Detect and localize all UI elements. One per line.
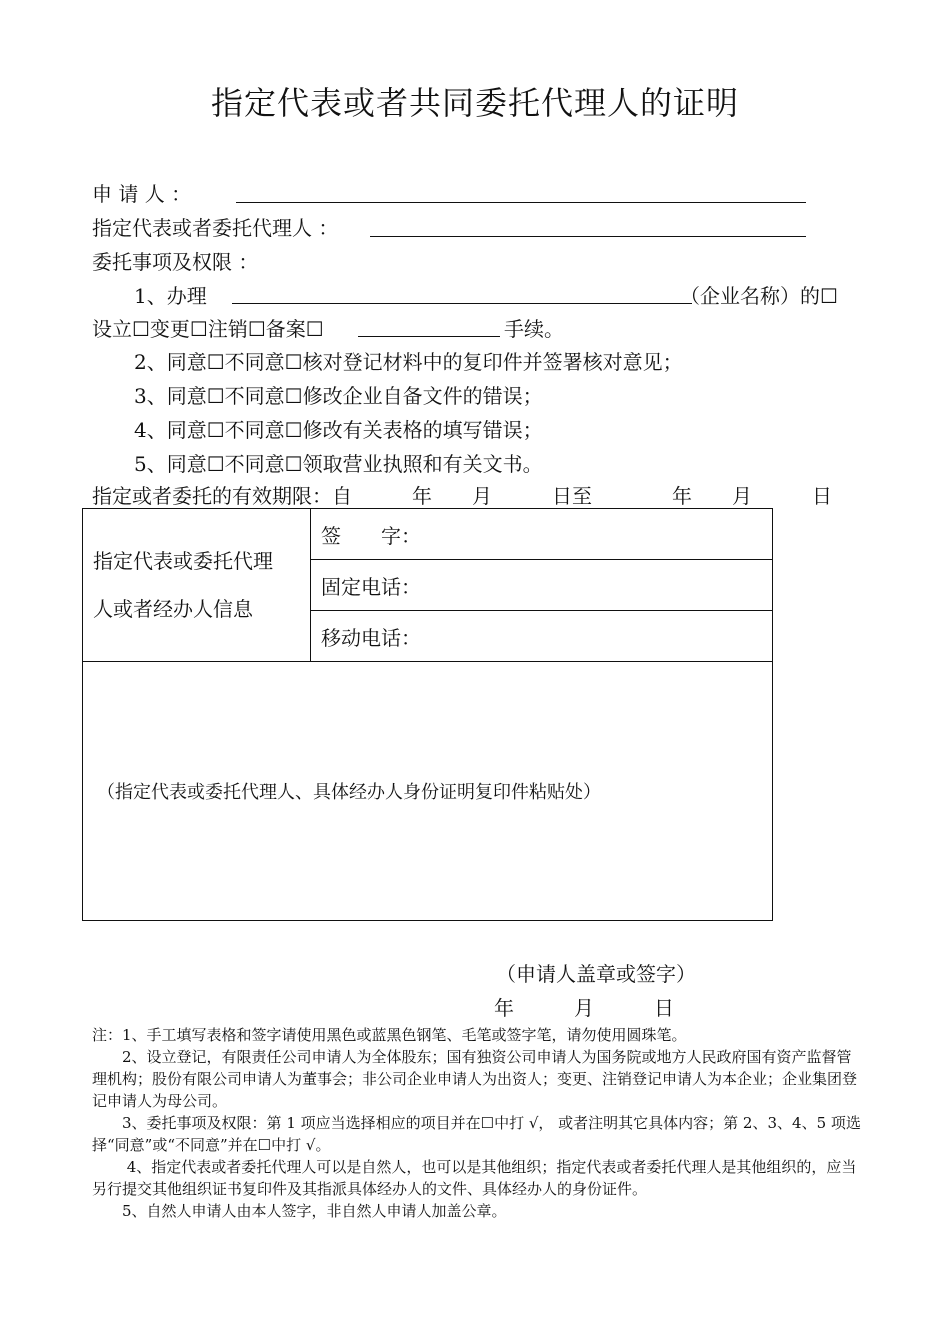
agent-info-table (82, 508, 773, 921)
stamp-date: 年 月 日 (494, 996, 674, 1020)
matters-label: 委托事项及权限 ： (92, 250, 259, 274)
item1-line2: 设立☐变更☐注销☐备案☐ (92, 317, 324, 341)
note-3: 3、委托事项及权限：第 1 项应当选择相应的项目并在☐中打 √， 或者注明其它具体内容；第 2、3、4、5 项选择“同意”或“不同意”并在☐中打 √。 (92, 1114, 861, 1154)
item-2: 2、同意☐不同意☐核对登记材料中的复印件并签署核对意见； (134, 350, 683, 374)
id-copy-paste-label: （指定代表或委托代理人、具体经办人身份证明复印件粘贴处） (97, 782, 601, 803)
stamp-label: （申请人盖章或签字） (496, 962, 696, 986)
item-4: 4、同意☐不同意☐修改有关表格的填写错误； (134, 418, 543, 442)
item-3: 3、同意☐不同意☐修改企业自备文件的错误； (134, 384, 543, 408)
item1-suffix: （企业名称）的☐ (680, 284, 838, 308)
mobile-cell[interactable] (311, 611, 773, 662)
note-1: 注：1、手工填写表格和签字请使用黑色或蓝黑色钢笔、毛笔或签字笔，请勿使用圆珠笔。 (92, 1026, 687, 1044)
notes (92, 1024, 862, 1222)
note-2: 2、设立登记，有限责任公司申请人为全体股东；国有独资公司申请人为国务院或地方人民政府国有资产监督管理机构；股份有限公司申请人为董事会；非公司企业申请人为出资人；变更、注销登记申请人为本企业；企业集团登记申请人为母公司。 (92, 1048, 858, 1110)
note-5: 5、自然人申请人由本人签字，非自然人申请人加盖公章。 (92, 1202, 507, 1220)
agent-info-label-line1: 指定代表或委托代理 (93, 549, 273, 573)
mobile-label: 移动电话： (321, 625, 421, 650)
item-5: 5、同意☐不同意☐领取营业执照和有关文书。 (134, 452, 543, 476)
item1-prefix: 1、办理 (134, 284, 207, 308)
note-4: 4、指定代表或者委托代理人可以是自然人，也可以是其他组织；指定代表或者委托代理人是其他组织的，应当另行提交其他组织证书复印件及其指派具体经办人的文件、具体经办人的身份证件。 (92, 1158, 857, 1198)
agent-info-label-line2: 人或者经办人信息 (93, 597, 253, 621)
agent-label: 指定代表或者委托代理人 ： (92, 216, 339, 240)
item1-end: 手续。 (504, 317, 564, 341)
other-procedure-line[interactable] (358, 336, 500, 337)
validity-period: 指定或者委托的有效期限：自 年 月 日至 年 月 日 (92, 484, 832, 508)
signature-cell[interactable] (311, 509, 773, 560)
applicant-input-line[interactable] (236, 202, 806, 203)
agent-input-line[interactable] (370, 236, 806, 237)
id-copy-paste-area[interactable] (83, 662, 773, 921)
signature-label: 签 字： (321, 523, 421, 548)
agent-info-label (83, 509, 311, 662)
landline-cell[interactable] (311, 560, 773, 611)
company-name-line[interactable] (232, 303, 692, 304)
applicant-label: 申 请 人 ： (92, 182, 192, 206)
landline-label: 固定电话： (321, 574, 421, 599)
page-title: 指定代表或者共同委托代理人的证明 (210, 84, 739, 122)
